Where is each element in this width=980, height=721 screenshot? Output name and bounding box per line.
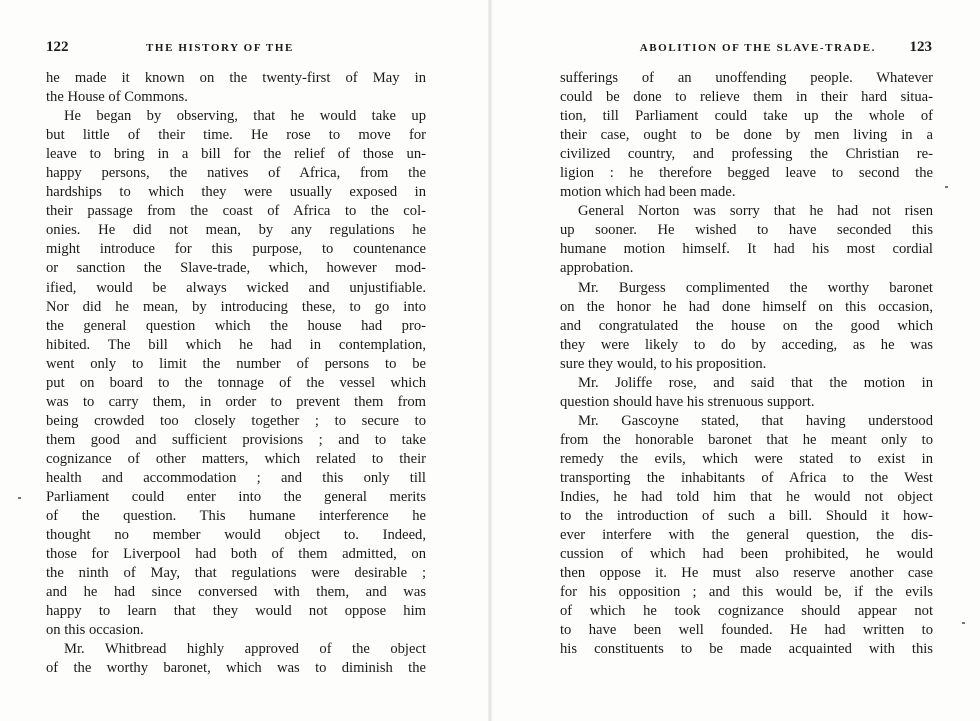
right-page-header <box>562 39 932 60</box>
text-line: from the honorable baronet that he meant only to <box>560 431 933 448</box>
text-line: put on board to the tonnage of the vessel which <box>46 374 426 391</box>
text-line: Mr. Burgess complimented the worthy baronet <box>578 279 933 296</box>
text-line: to have been well founded. He had written to <box>560 622 933 639</box>
text-line: those for Liverpool had both of them admitted, on <box>46 546 426 563</box>
text-line: ligion : he therefore begged leave to second the <box>560 165 933 182</box>
text-line: sufferings of an unoffending people. Whatever <box>560 70 933 86</box>
page-number: 122 <box>46 39 69 55</box>
text-line: and he had since conversed with them, and was <box>46 584 426 601</box>
text-line: tion, till Parliament could take up the whole of <box>560 108 933 125</box>
scan-speck <box>945 186 948 188</box>
text-line: question should have his strenuous support. <box>560 393 815 410</box>
text-line: motion which had been made. <box>560 184 736 201</box>
text-line: hibited. The bill which he had in contemplation, <box>46 336 426 353</box>
text-line: Mr. Gascoyne stated, that having understood <box>578 412 933 429</box>
text-line: leave to bring in a bill for the relief of those un- <box>46 146 426 163</box>
text-line: up sooner. He wished to have seconded this <box>560 222 933 239</box>
text-line: then oppose it. He must also reserve another case <box>560 565 933 582</box>
text-line: could be done to relieve them in their hard situa- <box>560 89 933 106</box>
text-line: of the question. This humane interference he <box>46 508 426 525</box>
text-line: on the honor he had done himself on this occasion, <box>560 298 933 315</box>
text-line: their case, ought to be done by men living in a <box>560 127 933 144</box>
text-line: his constituents to be made acquainted with this <box>560 641 933 658</box>
text-line: of which he took cognizance should appear not <box>560 603 933 620</box>
text-line: onies. He did not mean, by any regulations he <box>46 222 426 239</box>
text-line: He began by observing, that he would take up <box>64 108 426 125</box>
text-line: remedy the evils, which were stated to exist in <box>560 450 933 467</box>
text-line: health and accommodation ; and this only till <box>46 469 426 486</box>
text-line: sure they would, to his proposition. <box>560 355 767 372</box>
text-line: approbation. <box>560 260 634 277</box>
text-line: General Norton was sorry that he had not risen <box>578 203 933 220</box>
text-line: happy to learn that they would not oppose him <box>46 603 426 620</box>
text-line: or sanction the Slave-trade, which, however mod- <box>46 260 426 277</box>
page-number: 123 <box>909 39 932 55</box>
text-line: Mr. Joliffe rose, and said that the motion in <box>578 374 933 391</box>
text-line: their passage from the coast of Africa to the col- <box>46 203 426 220</box>
text-line: happy persons, the natives of Africa, from the <box>46 165 426 182</box>
text-line: to the introduction of such a bill. Should it how- <box>560 508 933 525</box>
text-line: humane motion himself. It had his most cordial <box>560 241 933 258</box>
text-line: of the worthy baronet, which was to diminish the <box>46 660 426 677</box>
text-line: for his opposition ; and this would be, if the evils <box>560 584 933 601</box>
text-line: Mr. Whitbread highly approved of the object <box>64 641 426 658</box>
text-line: civilized country, and professing the Christian re- <box>560 146 933 163</box>
text-line: cussion of which had been prohibited, he would <box>560 546 933 563</box>
running-head: THE HISTORY OF THE <box>146 42 294 54</box>
text-line: Parliament could enter into the general merits <box>46 489 426 506</box>
text-line: transporting the inhabitants of Africa to the West <box>560 469 933 486</box>
book-gutter <box>488 0 492 721</box>
text-line: and congratulated the house on the good which <box>560 317 933 334</box>
text-line: being crowded too closely together ; to secure to <box>46 412 426 429</box>
right-page-body <box>560 69 933 659</box>
text-line: the ninth of May, that regulations were desirable ; <box>46 565 426 582</box>
text-line: Indies, he had told him that he would not object <box>560 489 933 506</box>
left-page-header <box>46 39 424 60</box>
left-page-body <box>46 69 426 679</box>
text-line: the House of Commons. <box>46 89 188 106</box>
text-line: but little of their time. He rose to move for <box>46 127 426 144</box>
text-line: ever interfere with the general question, the dis- <box>560 527 933 544</box>
scan-speck <box>18 497 21 499</box>
text-line: they were likely to do by acceding, as he was <box>560 336 933 353</box>
text-line: cognizance of other matters, which related to their <box>46 450 426 467</box>
text-line: Nor did he mean, by introducing these, to go into <box>46 298 426 315</box>
text-line: on this occasion. <box>46 622 144 639</box>
text-line: hardships to which they were usually exposed in <box>46 184 426 201</box>
text-line: might introduce for this purpose, to countenance <box>46 241 426 258</box>
text-line: ified, would be always wicked and unjustifiable. <box>46 279 426 296</box>
text-line: them good and sufficient provisions ; and to take <box>46 431 426 448</box>
text-line: he made it known on the twenty-first of May in <box>46 70 426 86</box>
text-line: was to carry them, in order to prevent them from <box>46 393 426 410</box>
text-line: thought no member would object to. Indeed, <box>46 527 426 544</box>
scan-speck <box>962 622 965 624</box>
text-line: the general question which the house had pro- <box>46 317 426 334</box>
text-line: went only to limit the number of persons to be <box>46 355 426 372</box>
running-head: ABOLITION OF THE SLAVE-TRADE. <box>639 42 876 54</box>
